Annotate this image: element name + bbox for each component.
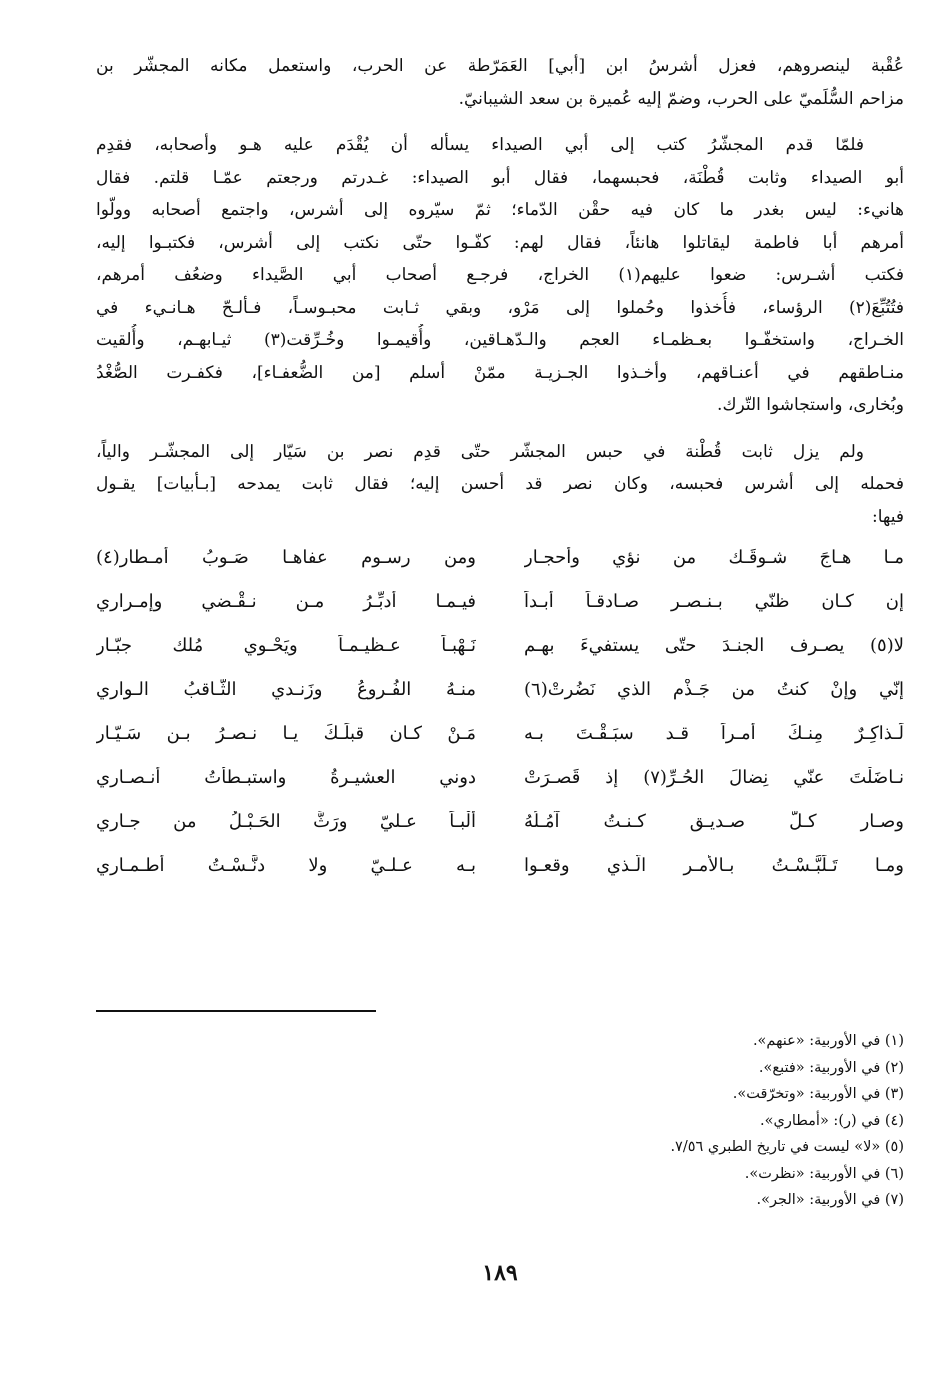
verse-first-hemistich: نـاضَلْتَ عنّي نِضالَ الحُـرِّ(٧) إذ قَصـرَتْ xyxy=(524,767,904,788)
text-line: منـاطقهم في أعنـاقهم، وأخـذوا الجـزيـة ممّنْ أسلم [من الضُّعفـاء]، فكفـرت الصُّغْدُ xyxy=(96,362,904,383)
text-line: أبو الصيداء وثابت قُطْنَة، فحبسهما، فقال أبو الصيداء: غـدرتم ورجعتم عمّـا قلتم. فقال xyxy=(96,167,904,188)
paragraph-2 xyxy=(96,129,904,422)
text-line: فكتب أشـرس: ضعوا عليهم(١) الخراج، فرجـع أصحاب أبي الصَّيداء وضعُف أمرهم، xyxy=(96,265,904,285)
verse-second-hemistich: منـهُ الفُـروعُ وزَنـدي الثّـاقبُ الـواري xyxy=(96,679,476,700)
text-line: عُقْبة لينصروهم، فعزل أشرسُ ابن [أبي] العَمَرّطة عن الحرب، واستعمل مكانه المجشّر بن xyxy=(96,56,904,76)
verse-second-hemistich: بـه عـلـيّ ولا دنَّـسْـتُ أطـمـاري xyxy=(96,855,476,876)
text-line: وبُخارى، واستجاشوا التّرك. xyxy=(717,395,904,415)
verse-second-hemistich: ألْبـاً عـليّ ورَثَّ الحَـبْـلُ من جـاري xyxy=(96,811,476,832)
verse-first-hemistich: إن كـان ظنّي بـنـصـر صـادقـاً أبـداً xyxy=(524,591,904,612)
text-line: ولم يزل ثابت قُطْنة في حبس المجشّر حتّى قدِم نصر بن سَيّار إلى المجشّـر والياً، xyxy=(96,441,864,462)
poem-verse xyxy=(96,679,904,723)
text-line: هانيء: ليس بغدر ما كان فيه حقْن الدّماء؛ ثمّ سيّروه إلى أشرس، واجتمع أصحابه وولّوا xyxy=(96,200,904,220)
poem-verse xyxy=(96,635,904,679)
poem-verse xyxy=(96,591,904,635)
footnotes xyxy=(484,1028,904,1214)
poem-verse xyxy=(96,767,904,811)
text-line: فحمله إلى أشرس فحبسه، وكان نصر قد أحسن إليه؛ فقال ثابت يمدحه [بـأبيات] يقـول xyxy=(96,474,904,494)
poem-verse xyxy=(96,855,904,899)
verse-second-hemistich: دوني العشيـرةُ واستبـطأْتُ أنـصـاري xyxy=(96,767,476,788)
footnote: (١) في الأوربية: «عنهم». xyxy=(752,1033,904,1049)
verse-second-hemistich: فيـمـا أُدبِّـرُ مـن نـقْـضي وإمـراري xyxy=(96,591,476,612)
paragraph-3 xyxy=(96,436,904,534)
verse-second-hemistich: نَـهْبـاً عـظيـمـاً ويَحْـوي مُلك جبّـارِ xyxy=(96,635,476,656)
page-number: ١٨٩ xyxy=(482,1260,518,1286)
verse-second-hemistich: ومن رسـوم عفاهـا صَـوبُ أمـطارِ(٤) xyxy=(96,547,476,568)
text-line: مزاحم السُّلَميّ على الحرب، وضمّ إليه عُميرة بن سعد الشيبانيّ. xyxy=(458,88,904,109)
text-line: فتُتُبِّعَ(٢) الرؤساء، فأُخذوا وحُملوا إلى مَرْو، وبقي ثـابت محبـوسـاً، فـألـحّ هـانـيء في xyxy=(96,297,904,318)
poem-verse xyxy=(96,723,904,767)
paragraph-1 xyxy=(96,50,904,115)
footnote: (٢) في الأوربية: «فتبع». xyxy=(758,1059,904,1076)
poem xyxy=(96,547,904,897)
verse-first-hemistich: إنّي وإنْ كنتُ من جَـذْم الذي نَضُرتْ(٦) xyxy=(524,679,904,700)
poem-verse xyxy=(96,547,904,591)
footnote: (٤) في (ر): «أمطاري». xyxy=(760,1112,904,1129)
footnote: (٥) «لا» ليست في تاريخ الطبري ٧/٥٦. xyxy=(670,1139,904,1155)
verse-second-hemistich: مَـنْ كـان قبلَـكَ يـا نـصـرُ بـن سَـيّـارِ xyxy=(96,723,476,744)
verse-first-hemistich: مـا هـاجَ شـوقَـك من نؤيٍ وأحجـارِ xyxy=(524,547,904,568)
verse-first-hemistich: لَـذاكِـرٌ مِنـكَ أمـراً قـد سبَـقْـتَ بـه xyxy=(524,723,904,744)
verse-first-hemistich: ومـا تَـلَبَّـسْـتُ بـالأمـرِ الّـذي وقعـوا xyxy=(524,855,904,876)
text-line: الخـراج، واستخفّـوا بعـظمـاء العجم والـدّهـاقين، وأُقيمـوا وخُـرِّقت(٣) ثيـابهـم، وأُلقيت xyxy=(96,330,904,350)
footnote: (٧) في الأوربية: «الجر». xyxy=(756,1192,904,1208)
text-line: أمرهم أبا فاطمة ليقاتلوا هانئاً، فقال لهم: كفّـوا حتّى نكتب إلى أشرس، فكتبـوا إليه، xyxy=(96,232,904,253)
book-page xyxy=(96,50,904,1350)
text-line: فيها: xyxy=(872,506,904,527)
poem-verse xyxy=(96,811,904,855)
footnote-divider xyxy=(96,1010,376,1012)
verse-first-hemistich: لا(٥) يصـرف الجنـدَ حتّى يستفيءَ بهـم xyxy=(524,635,904,656)
verse-first-hemistich: وصـار كـلُّ صـديـقٍ كـنـتُ آمُـلُهُ xyxy=(524,811,904,832)
text-line: فلمّا قدم المجشّرُ كتب إلى أبي الصيداء يسأله أن يُقْدَم عليه هـو وأصحابه، فقدِم xyxy=(96,135,864,155)
footnote: (٦) في الأوربية: «نظرت». xyxy=(744,1165,904,1182)
footnote: (٣) في الأوربية: «وتخرّقت». xyxy=(732,1086,904,1102)
